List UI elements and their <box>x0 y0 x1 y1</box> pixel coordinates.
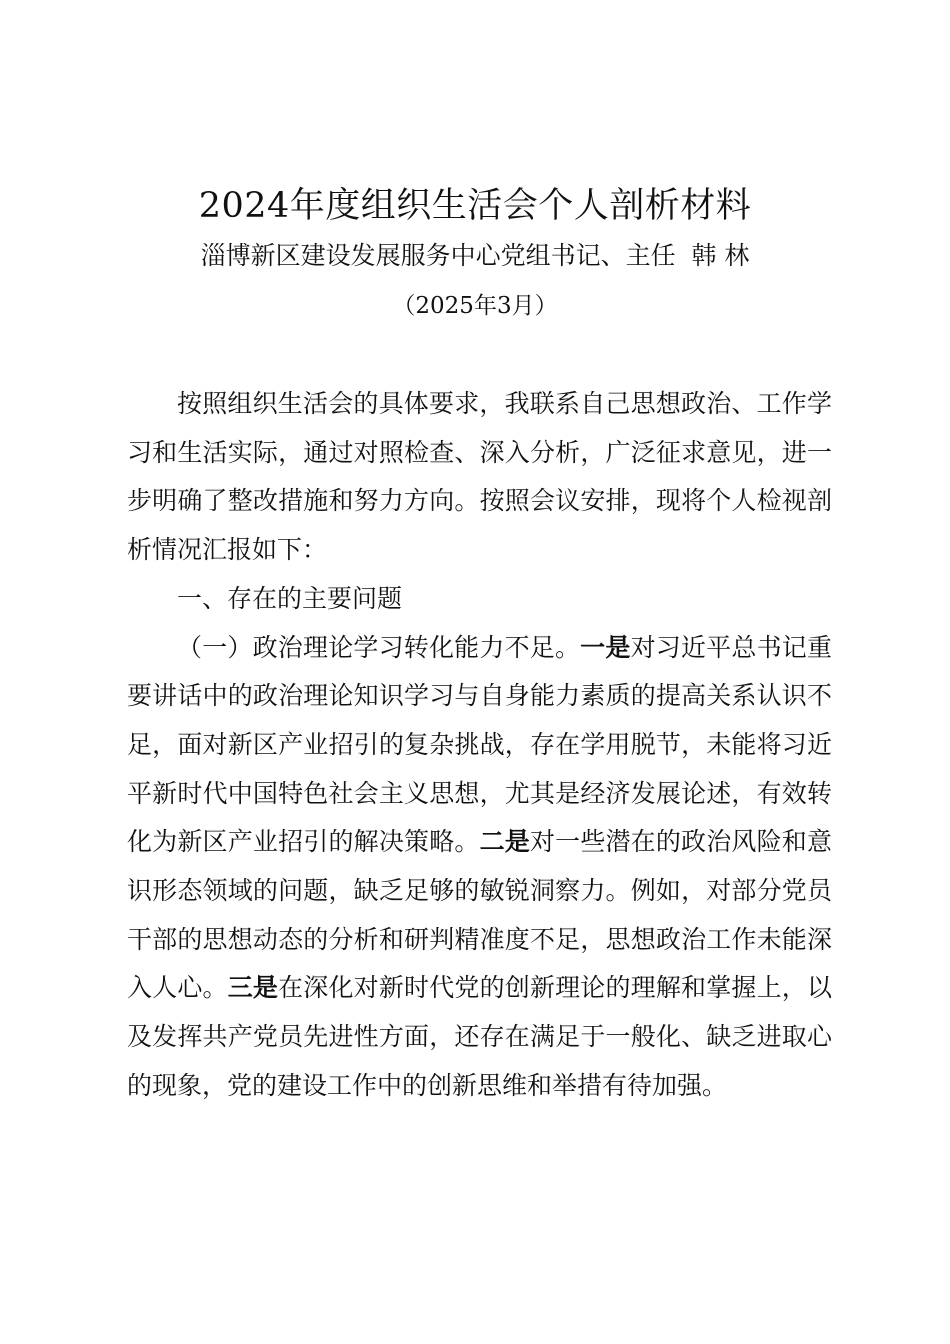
section-heading: 一、存在的主要问题 <box>177 583 403 613</box>
point-text-2: 对一些潜在的政治风险和意识形态领域的问题，缺乏足够的敏锐洞察力。例如，对部分党员干部的思想动态的分析和研判精准度不足，思想政治工作未能深入人心。 <box>127 827 832 1003</box>
point-label-2: 二是 <box>479 827 530 857</box>
point-label-1: 一是 <box>580 632 631 662</box>
point-text-1: 对习近平总书记重要讲话中的政治理论知识学习与自身能力素质的提高关系认识不足，面对新区产业招引的复杂挑战，存在学用脱节，未能将习近平新时代中国特色社会主义思想，尤其是经济发展论述，有效转化为新区产业招引的解决策略。 <box>127 632 832 857</box>
document-body <box>127 380 832 1111</box>
point-text-3: 在深化对新时代党的创新理论的理解和掌握上，以及发挥共产党员先进性方面，还存在满足于一般化、缺乏进取心的现象，党的建设工作中的创新思维和举措有待加强。 <box>127 973 832 1100</box>
author-line: 淄博新区建设发展服务中心党组书记、主任 韩 林 <box>200 241 750 270</box>
document-date: （2025年3月） <box>392 293 558 319</box>
document-title: 2024年度组织生活会个人剖析材料 <box>198 186 752 226</box>
problem-item-1 <box>127 624 832 1111</box>
point-label-3: 三是 <box>227 973 279 1003</box>
item-lead: （一）政治理论学习转化能力不足。 <box>177 632 581 662</box>
intro-paragraph: 按照组织生活会的具体要求，我联系自己思想政治、工作学习和生活实际，通过对照检查、深入分析，广泛征求意见，进一步明确了整改措施和努力方向。按照会议安排，现将个人检视剖析情况汇报如下： <box>127 389 832 565</box>
